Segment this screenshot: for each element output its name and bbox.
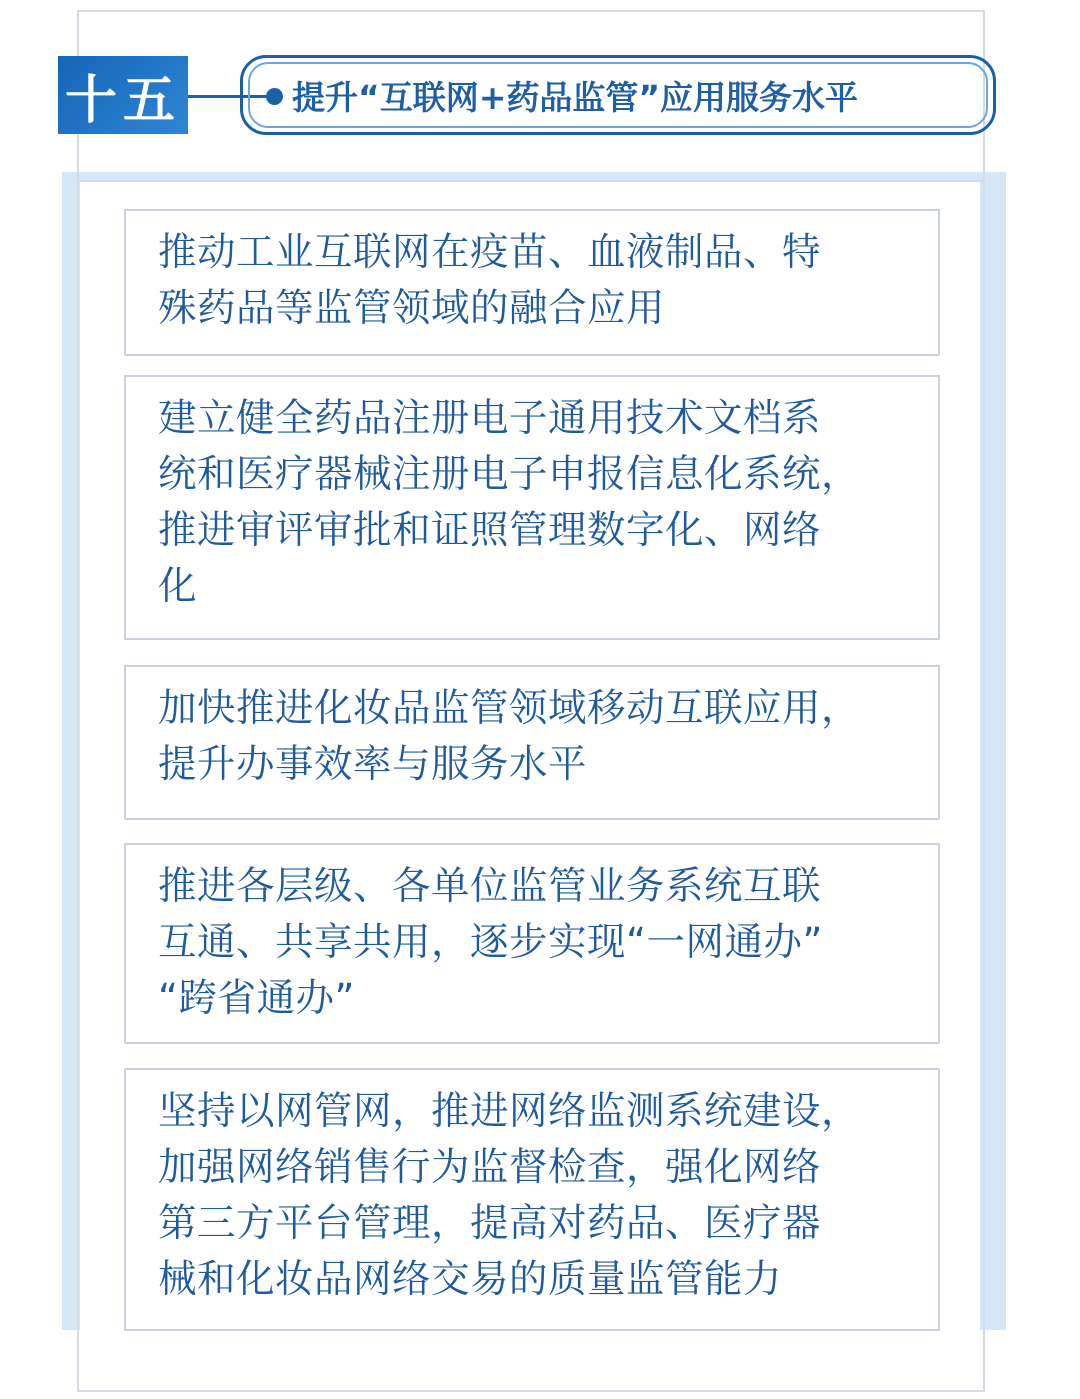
list-item-text: 加快推进化妆品监管领域移动互联应用， 提升办事效率与服务水平 <box>158 686 861 787</box>
connector-dot <box>266 88 283 105</box>
list-item-text: 推进各层级、各单位监管业务系统互联 互通、共享共用，逐步实现“一网通办” “跨省通办” <box>158 864 823 1021</box>
list-item <box>124 209 940 356</box>
section-title: 提升“互联网+药品监管”应用服务水平 <box>292 78 859 117</box>
list-item-text: 推动工业互联网在疫苗、血液制品、特 殊药品等监管领域的融合应用 <box>158 230 822 331</box>
section-number-badge: 十五 <box>58 56 188 134</box>
header-divider <box>77 180 983 182</box>
list-item <box>124 1068 940 1331</box>
list-item <box>124 375 940 640</box>
list-item-text: 坚持以网管网，推进网络监测系统建设， 加强网络销售行为监督检查，强化网络 第三方平台管理，提高对药品、医疗器 械和化妆品网络交易的质量监管能力 <box>158 1089 861 1302</box>
list-item <box>124 665 940 820</box>
list-item-text: 建立健全药品注册电子通用技术文档系 统和医疗器械注册电子申报信息化系统， 推进审评审批和证照管理数字化、网络 化 <box>158 396 861 609</box>
list-item <box>124 843 940 1044</box>
